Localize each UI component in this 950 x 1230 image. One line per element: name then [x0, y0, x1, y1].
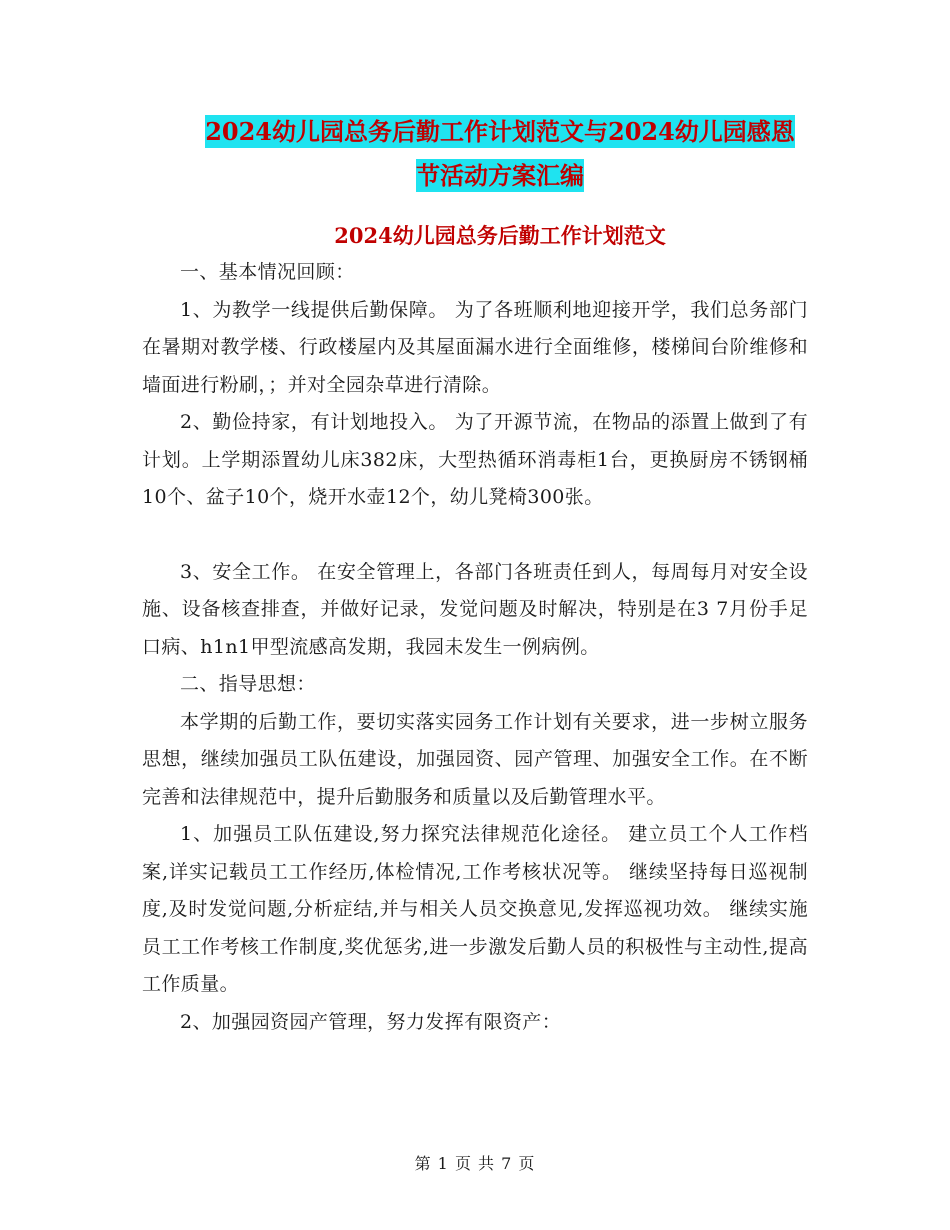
paragraph-logistics-support: 1、为教学一线提供后勤保障。 为了各班顺利地迎接开学，我们总务部门在暑期对教学楼、行政楼屋内及其屋面漏水进行全面维修，楼梯间台阶维修和墙面进行粉刷，；并对全园杂草进行清除。 [142, 298, 808, 396]
section-title: 2024幼儿园总务后勤工作计划范文 [334, 223, 666, 248]
document-title-line2: 节活动方案汇编 [416, 161, 584, 190]
page-footer: 第 1 页 共 7 页 [414, 1154, 536, 1173]
paragraph-asset-management: 2、加强园资园产管理，努力发挥有限资产： [180, 1010, 562, 1033]
paragraph-staff-building: 1、加强员工队伍建设,努力探究法律规范化途径。 建立员工个人工作档案,详实记载员工工作经历,体检情况,工作考核状况等。 继续坚持每日巡视制度,及时发觉问题,分析症结,并与相关人员交换意见,发挥巡视功效。 继续实施员工工作考核工作制度,奖优惩劣,进一步激发后勤人员的积极性与主动性,提高工作质量。 [142, 823, 808, 995]
document-title [140, 110, 860, 198]
document-body [142, 254, 808, 1041]
paragraph-heading-guiding: 二、指导思想： [180, 673, 316, 695]
paragraph-heading-review: 一、基本情况回顾： [180, 261, 355, 283]
paragraph-thrift: 2、勤俭持家，有计划地投入。 为了开源节流，在物品的添置上做到了有计划。上学期添置幼儿床382床，大型热循环消毒柜1台，更换厨房不锈钢桶10个、盆子10个，烧开水壶12个，幼儿凳椅300张。 [142, 411, 808, 508]
paragraph-safety: 3、安全工作。 在安全管理上，各部门各班责任到人，每周每月对安全设施、设备核查排查，并做好记录，发觉问题及时解决，特别是在3 7月份手足口病、h1n1甲型流感高发期，我园未发生一例病例。 [142, 560, 808, 658]
paragraph-guiding-thought: 本学期的后勤工作，要切实落实园务工作计划有关要求，进一步树立服务思想，继续加强员工队伍建设，加强园资、园产管理、加强安全工作。在不断完善和法律规范中，提升后勤服务和质量以及后勤管理水平。 [142, 710, 808, 808]
document-title-line1: 2024幼儿园总务后勤工作计划范文与2024幼儿园感恩 [205, 117, 795, 146]
